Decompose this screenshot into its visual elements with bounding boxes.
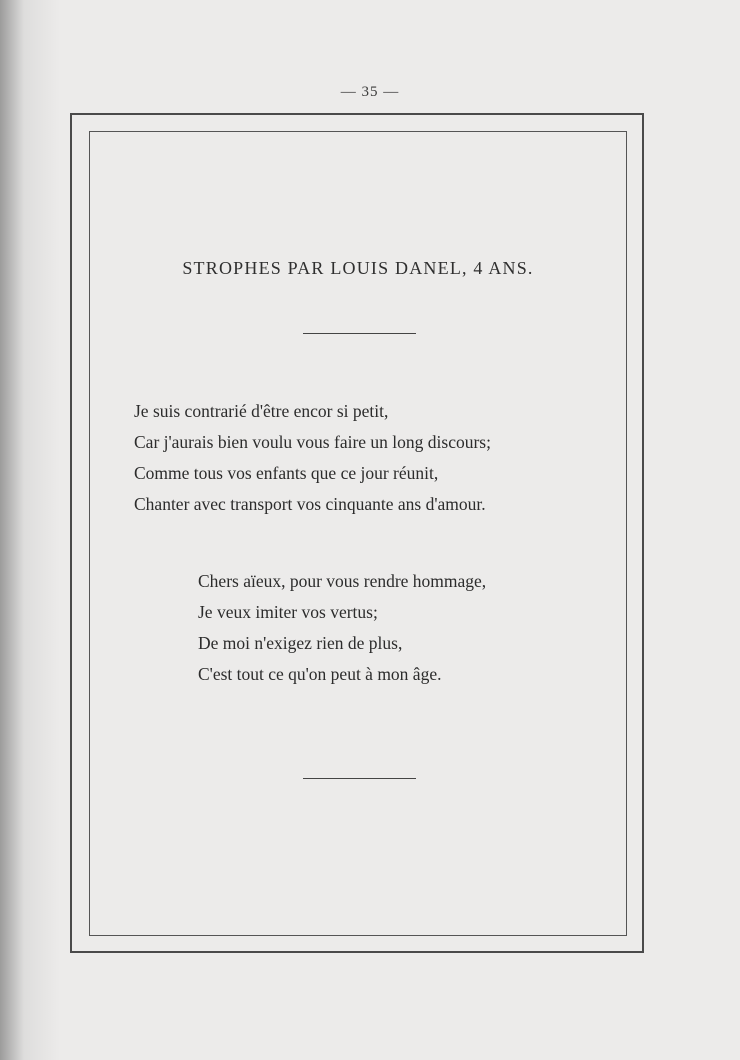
page-number: — 35 —	[340, 84, 400, 100]
verse-line: Comme tous vos enfants que ce jour réunit,	[134, 463, 439, 483]
inner-border-frame	[89, 131, 627, 936]
closing-divider-rule	[303, 778, 416, 779]
title-divider-rule	[303, 333, 416, 334]
verse-line: Je veux imiter vos vertus;	[198, 602, 378, 622]
verse-line: Chanter avec transport vos cinquante ans d'amour.	[134, 494, 486, 514]
verse-line: Je suis contrarié d'être encor si petit,	[134, 401, 389, 421]
verse-line: C'est tout ce qu'on peut à mon âge.	[198, 664, 442, 684]
stanza-2	[198, 566, 486, 690]
verse-line: Chers aïeux, pour vous rendre hommage,	[198, 571, 487, 591]
stanza-1	[134, 396, 491, 520]
poem-title: STROPHES PAR LOUIS DANEL, 4 ANS.	[182, 258, 534, 278]
page-binding-shadow	[0, 0, 60, 1060]
verse-line: De moi n'exigez rien de plus,	[198, 633, 403, 653]
verse-line: Car j'aurais bien voulu vous faire un long discours;	[134, 432, 491, 452]
